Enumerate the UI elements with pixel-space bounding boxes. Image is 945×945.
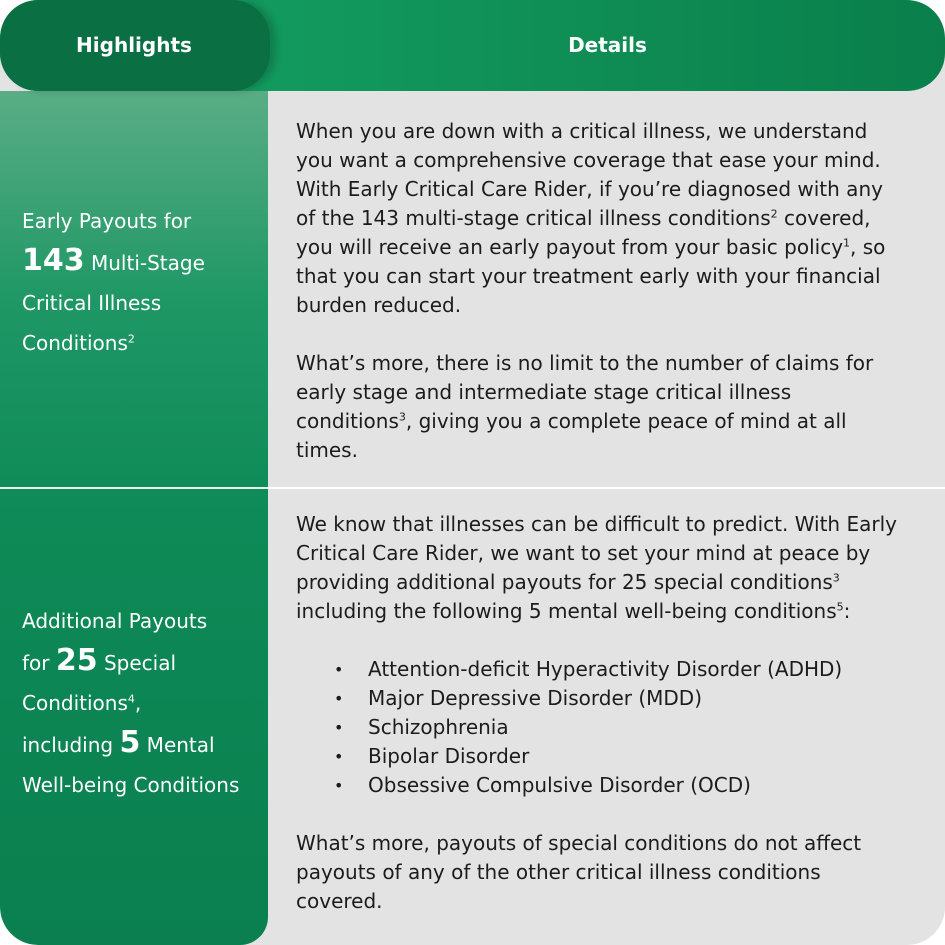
list-item-text: Schizophrenia bbox=[368, 715, 509, 739]
row1-highlight-line1: Early Payouts for bbox=[22, 209, 192, 233]
list-item bbox=[296, 713, 906, 742]
text: including bbox=[22, 733, 120, 757]
table-header bbox=[0, 0, 945, 91]
row2-highlight-number: 25 bbox=[55, 643, 98, 678]
list-item bbox=[296, 742, 906, 771]
list-item bbox=[296, 771, 906, 800]
list-item bbox=[296, 655, 906, 684]
footnote-ref: 4 bbox=[127, 692, 135, 706]
row2-highlight-line3 bbox=[22, 683, 262, 723]
row1-highlight-line2 bbox=[22, 241, 262, 283]
row1-highlight-line4-text: Conditions bbox=[22, 331, 128, 355]
row2-details-paragraph1 bbox=[296, 510, 906, 626]
row1-details-paragraph2 bbox=[296, 349, 906, 465]
list-item-text: Bipolar Disorder bbox=[368, 744, 530, 768]
text: for bbox=[22, 651, 56, 675]
bullet-icon: • bbox=[334, 689, 344, 708]
details-header-label: Details bbox=[568, 33, 647, 57]
row2-highlight bbox=[22, 601, 262, 805]
row1-highlight-line4 bbox=[22, 323, 262, 363]
footnote-ref: 2 bbox=[127, 332, 135, 346]
bullet-icon: • bbox=[334, 660, 344, 679]
row1-details-paragraph1 bbox=[296, 117, 906, 320]
row-divider bbox=[268, 487, 945, 489]
text: , so that you can start your treatment early with your financial burden reduced. bbox=[296, 235, 886, 317]
list-item-text: Attention-deficit Hyperactivity Disorder (ADHD) bbox=[368, 657, 843, 681]
row1-highlight-line3: Critical Illness bbox=[22, 291, 162, 315]
row1-highlight-line2-text: Multi-Stage bbox=[84, 251, 205, 275]
text: , bbox=[134, 691, 142, 715]
footnote-ref: 3 bbox=[832, 571, 840, 585]
footnote-ref: 3 bbox=[398, 410, 406, 424]
row1-highlight bbox=[22, 201, 262, 363]
list-item-text: Obsessive Compulsive Disorder (OCD) bbox=[368, 773, 751, 797]
row2-highlight-line2 bbox=[22, 641, 262, 683]
text: Conditions bbox=[22, 691, 128, 715]
footnote-ref: 1 bbox=[843, 236, 851, 250]
footnote-ref: 2 bbox=[770, 207, 778, 221]
text: Mental bbox=[140, 733, 215, 757]
row2-highlight-line1: Additional Payouts bbox=[22, 609, 208, 633]
row2-highlight-number: 5 bbox=[119, 725, 141, 760]
text: covered, you will receive an early payout from your basic policy bbox=[296, 206, 871, 259]
row2-highlight-line5: Well-being Conditions bbox=[22, 773, 240, 797]
bullet-icon: • bbox=[334, 776, 344, 795]
row-divider bbox=[0, 487, 268, 489]
row1-details bbox=[296, 117, 906, 465]
text: What’s more, there is no limit to the number of claims for early stage and intermediate stage critical illness conditions bbox=[296, 351, 874, 433]
bullet-icon: • bbox=[334, 747, 344, 766]
row2-highlight-line4 bbox=[22, 723, 262, 765]
row2-details-paragraph2: What’s more, payouts of special conditions do not affect payouts of any of the other critical illness conditions covered. bbox=[296, 831, 862, 913]
text: When you are down with a critical illness, we understand you want a comprehensive coverage that ease your mind. With Early Critical Care Rider, if you’re diagnosed with any of the 143 multi-stage critical illness conditions bbox=[296, 119, 883, 230]
row1-highlight-number: 143 bbox=[22, 243, 85, 278]
text: We know that illnesses can be difficult to predict. With Early Critical Care Rider, we want to set your mind at peace by providing additional payouts for 25 special conditions bbox=[296, 512, 897, 594]
text: Special bbox=[97, 651, 177, 675]
footnote-ref: 5 bbox=[836, 600, 844, 614]
bullet-icon: • bbox=[334, 718, 344, 737]
list-item-text: Major Depressive Disorder (MDD) bbox=[368, 686, 702, 710]
text: , giving you a complete peace of mind at all times. bbox=[296, 409, 847, 462]
highlights-header-label: Highlights bbox=[76, 33, 192, 57]
text: including the following 5 mental well-being conditions bbox=[296, 599, 837, 623]
row2-details bbox=[296, 510, 906, 916]
list-item bbox=[296, 684, 906, 713]
text: : bbox=[843, 599, 851, 623]
mental-conditions-list bbox=[296, 655, 906, 800]
